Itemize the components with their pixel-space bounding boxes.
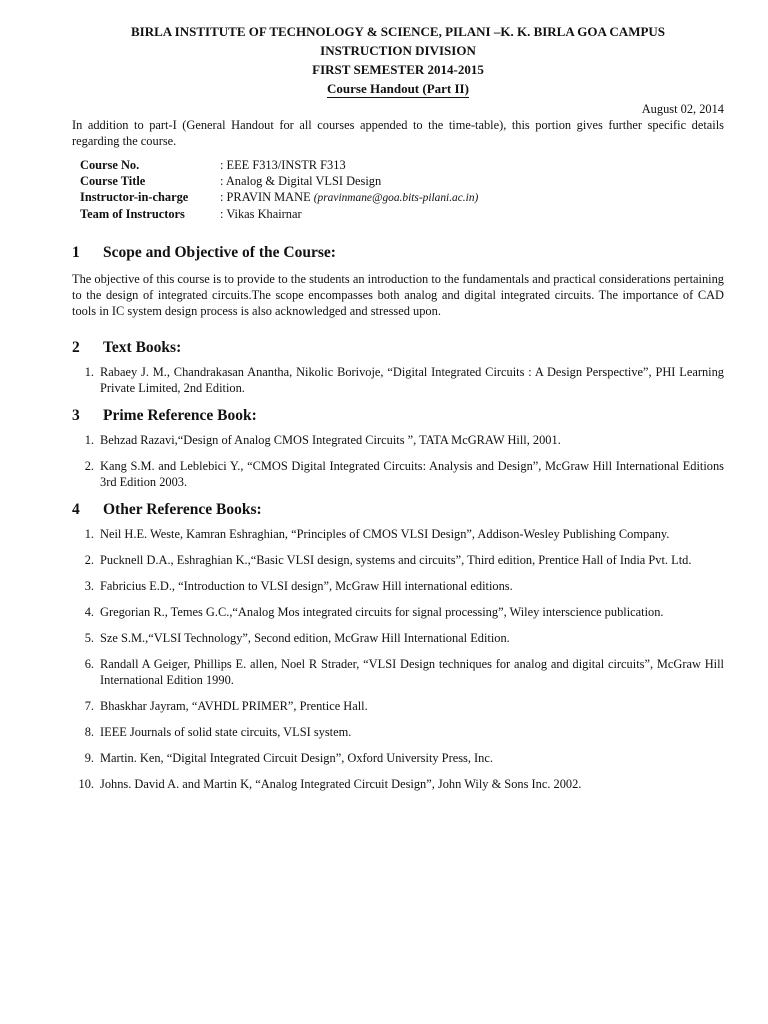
course-no-row [80,157,478,173]
reference-text: Rabaey J. M., Chandrakasan Anantha, Nikolic Borivoje, “Digital Integrated Circuits : A Design Perspective”, PHI Learning Private Limited, 2nd Edition. [100,365,724,395]
reference-item [72,604,724,620]
intro-paragraph: In addition to part-I (General Handout for all courses appended to the time-table), this portion gives further specific details regarding the course. [72,118,724,148]
reference-text: Gregorian R., Temes G.C.,“Analog Mos integrated circuits for signal processing”, Wiley interscience publication. [100,605,664,619]
other-references-list [72,526,724,792]
section-number: 1 [72,244,80,261]
semester-title: FIRST SEMESTER 2014-2015 [312,62,484,77]
reference-text: Pucknell D.A., Eshraghian K.,“Basic VLSI design, systems and circuits”, Third edition, Prentice Hall of India Pvt. Ltd. [100,553,692,567]
reference-item [72,724,724,740]
reference-text: Neil H.E. Weste, Kamran Eshraghian, “Principles of CMOS VLSI Design”, Addison-Wesley Publishing Company. [100,527,670,541]
institute-name: BIRLA INSTITUTE OF TECHNOLOGY & SCIENCE, PILANI –K. K. BIRLA GOA CAMPUS [130,24,666,39]
reference-text: Johns. David A. and Martin K, “Analog Integrated Circuit Design”, John Wily & Sons Inc. 2002. [100,777,582,791]
document-page [72,22,724,802]
section-heading-prime-reference [72,406,724,426]
reference-item [72,578,724,594]
scope-paragraph: The objective of this course is to provide to the students an introduction to the fundamentals and practical considerations pertaining to the design of integrated circuits.The scope encompasses both analog and digital integrated circuits. The importance of CAD tools in IC system design process is also acknowledged and stressed upon. [72,272,724,318]
section-title: Text Books: [103,339,182,356]
section-heading-scope [72,243,724,263]
reference-item [72,776,724,792]
reference-text: IEEE Journals of solid state circuits, VLSI system. [100,725,352,739]
instructor-label: Instructor-in-charge [80,190,189,204]
reference-item [72,656,724,688]
reference-number: 2. [84,553,94,567]
section-heading-other-references [72,500,724,520]
team-label: Team of Instructors [80,207,185,221]
course-info-table [80,157,478,222]
reference-item [72,364,724,396]
reference-text: Martin. Ken, “Digital Integrated Circuit Design”, Oxford University Press, Inc. [100,751,493,765]
prime-reference-list [72,432,724,490]
reference-number: 4. [84,605,94,619]
reference-text: Randall A Geiger, Phillips E. allen, Noel R Strader, “VLSI Design techniques for analog and digital circuits”, McGraw Hill International Edition 1990. [100,657,724,687]
reference-item [72,432,724,448]
reference-item [72,458,724,490]
reference-number: 1. [84,527,94,541]
team-row [80,206,478,222]
reference-item [72,552,724,568]
reference-item [72,526,724,542]
document-date: August 02, 2014 [641,102,724,116]
reference-text: Bhaskhar Jayram, “AVHDL PRIMER”, Prentice Hall. [100,699,368,713]
reference-number: 8. [84,725,94,739]
reference-text: Sze S.M.,“VLSI Technology”, Second edition, McGraw Hill International Edition. [100,631,510,645]
reference-item [72,630,724,646]
course-title-value: : Analog & Digital VLSI Design [220,174,382,188]
section-number: 4 [72,501,80,518]
section-number: 2 [72,339,80,356]
reference-item [72,750,724,766]
reference-number: 7. [84,699,94,713]
section-title: Prime Reference Book: [103,407,257,424]
team-value: : Vikas Khairnar [220,207,302,221]
course-no-value: : EEE F313/INSTR F313 [220,158,346,172]
division-name: INSTRUCTION DIVISION [320,43,476,58]
reference-number: 9. [84,751,94,765]
handout-title: Course Handout (Part II) [327,81,469,96]
course-title-row [80,173,478,189]
reference-item [72,698,724,714]
reference-number: 6. [84,657,94,671]
reference-number: 1. [84,365,94,379]
course-no-label: Course No. [80,158,140,172]
instructor-row [80,189,478,206]
instructor-email: (pravinmane@goa.bits-pilani.ac.in) [313,192,479,204]
instructor-cell [220,189,478,206]
section-title: Other Reference Books: [103,501,262,518]
reference-number: 2. [84,459,94,473]
course-title-label: Course Title [80,174,146,188]
reference-number: 3. [84,579,94,593]
reference-number: 5. [84,631,94,645]
document-header [72,22,724,98]
section-number: 3 [72,407,80,424]
reference-number: 10. [78,777,94,791]
reference-number: 1. [84,433,94,447]
reference-text: Kang S.M. and Leblebici Y., “CMOS Digital Integrated Circuits: Analysis and Design”, McGraw Hill International Editions 3rd Edition 2003. [100,459,724,489]
section-heading-text-books [72,338,724,358]
reference-text: Fabricius E.D., “Introduction to VLSI design”, McGraw Hill international editions. [100,579,513,593]
reference-text: Behzad Razavi,“Design of Analog CMOS Integrated Circuits ”, TATA McGRAW Hill, 2001. [100,433,561,447]
text-books-list [72,364,724,396]
section-title: Scope and Objective of the Course: [103,244,336,261]
instructor-value: : PRAVIN MANE [220,190,311,204]
